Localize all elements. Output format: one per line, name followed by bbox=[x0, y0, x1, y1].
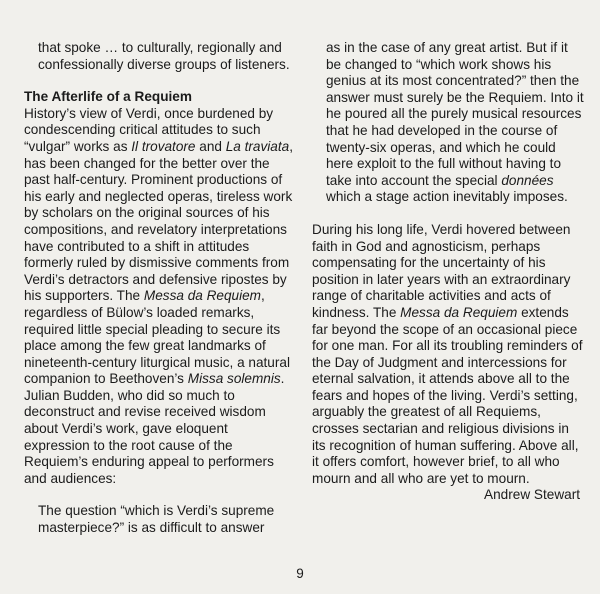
continuation-text: that spoke … to culturally, regionally and confessionally diverse groups of listeners. bbox=[38, 40, 290, 72]
block-quote-end: as in the case of any great artist. But if it be changed to “which work shows his genius at its most concentrated?” then the answer must surely be the Requiem. Into it he poured all the purely musical resources that he had developed in the course of twenty-six operas, and which he could here exploit to the full without having to take into account the special données which a stage action inevitably imposes. bbox=[326, 40, 584, 205]
block-quote-start: The question “which is Verdi’s supreme masterpiece?” is as difficult to answer bbox=[38, 503, 275, 536]
section-heading: The Afterlife of a Requiem bbox=[24, 89, 192, 105]
body-paragraph: History’s view of Verdi, once burdened by condescending critical attitudes to such “vulgar” works as Il trovatore and La traviata, has been changed for the better over the past half-century. Prominent productions of his early and neglected operas, tireless work by scholars on the original sources of his compositions, and revelatory interpretations have contributed to a shift in attitudes formerly ruled by dismissive comments from Verdi’s detractors and defensive ripostes by his supporters. The Messa da Requiem, regardless of Bülow’s loaded remarks, required little special pleading to secure its place among the few great landmarks of nineteenth-century liturgical music, a natural companion to Beethoven’s Missa solemnis. Julian Budden, who did so much to deconstruct and revise received wisdom about Verdi’s work, gave eloquent expression to the root cause of the Requiem’s enduring appeal to performers and audiences: bbox=[24, 105, 293, 486]
left-column bbox=[24, 40, 294, 537]
body-paragraph: During his long life, Verdi hovered between faith in God and agnosticism, perhaps compensating for the uncertainty of his position in later years with an extraordinary range of charitable activities and acts of kindness. The Messa da Requiem extends far beyond the scope of an occasional piece for one man. For all its troubling reminders of the Day of Judgment and intercessions for eternal salvation, it attends above all to the fears and hopes of the living. Verdi’s setting, arguably the greatest of all Requiems, crosses sectarian and religious divisions in its recognition of human suffering. Above all, it offers comfort, however brief, to all who mourn and all who are yet to mourn. bbox=[312, 221, 583, 486]
page-number: 9 bbox=[296, 566, 304, 581]
right-column bbox=[312, 40, 584, 504]
author-signature: Andrew Stewart bbox=[484, 487, 580, 503]
